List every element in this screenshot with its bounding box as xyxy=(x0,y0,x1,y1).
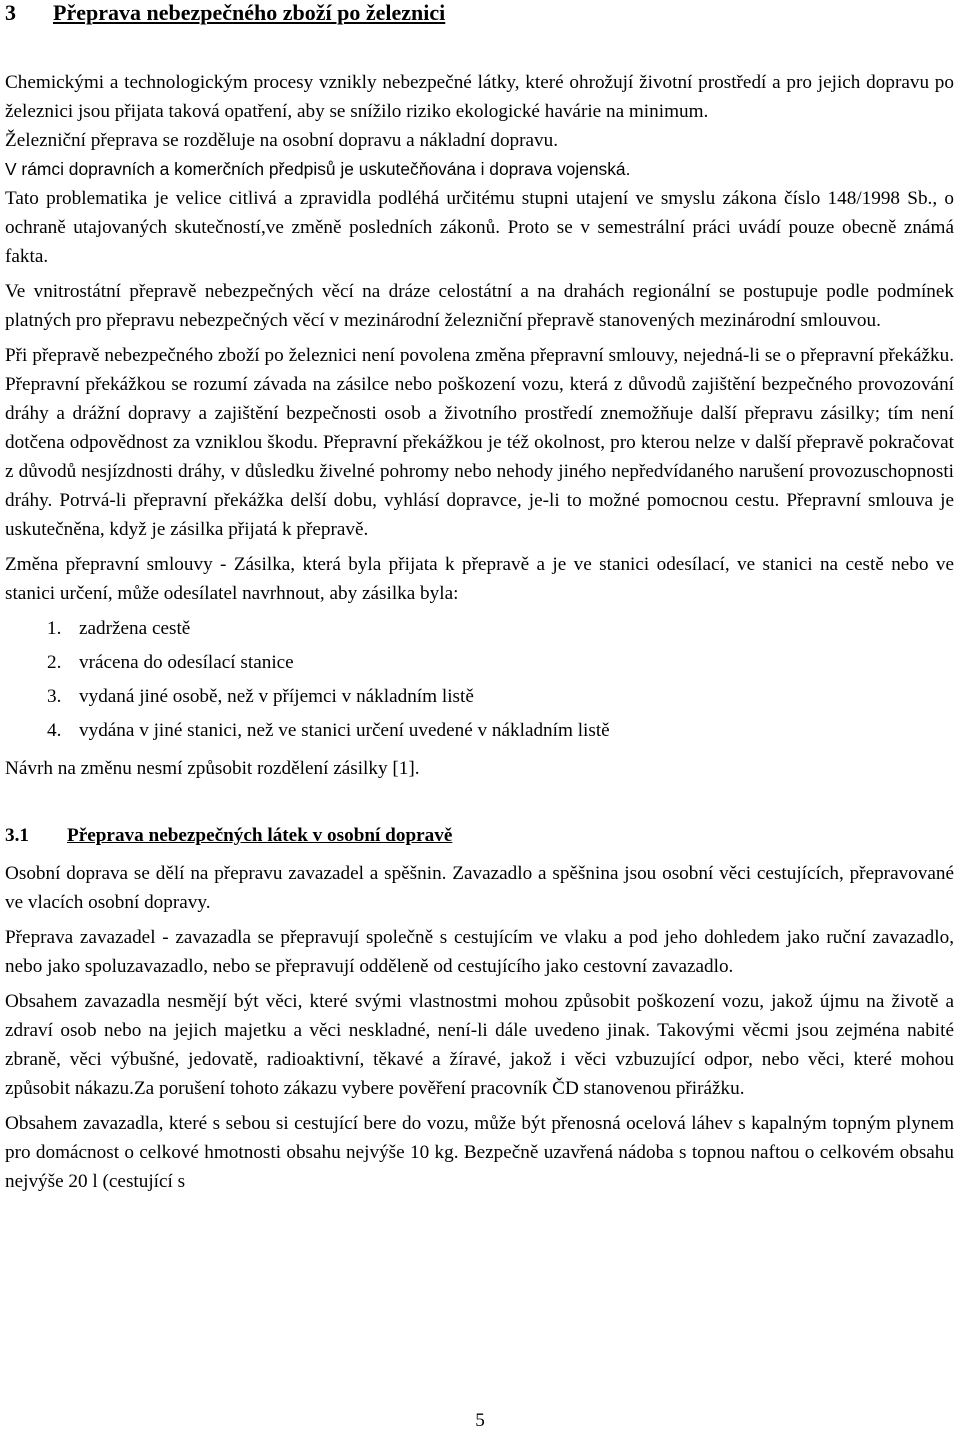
paragraph-military: V rámci dopravních a komerčních předpisů je uskutečňována i doprava vojenská. xyxy=(5,159,631,179)
page-number: 5 xyxy=(475,1410,485,1431)
paragraph-prohibited: Obsahem zavazadla nesmějí být věci, které svými vlastnostmi mohou způsobit poškození vozu, jakož újmu na životě a zdraví osob nebo na jejich majetku a věci neskladné, není-li dále uvedeno jinak. Takovými věcmi jsou zejména nabité zbraně, věci výbušné, jedovatě, radioaktivní, těkavé a žíravé, jakož i věci vzbuzující odpor, nebo věci, které mohou způsobit nákazu.Za porušení tohoto zákazu vybere pověření pracovník ČD stanovenou přirážku. xyxy=(5,991,954,1099)
paragraph-transport-types: Železniční přeprava se rozděluje na osobní dopravu a nákladní dopravu. xyxy=(5,130,559,151)
paragraph-intro: Chemickými a technologickým procesy vznikly nebezpečné látky, které ohrožují životní prostředí a pro jejich dopravu po železnici jsou přijata taková opatření, aby se snížilo riziko ekologické havárie na minimum. xyxy=(5,72,954,122)
paragraph-luggage: Přeprava zavazadel - zavazadla se přepravují společně s cestujícím ve vlaku a pod jeho dohledem jako ruční zavazadlo, nebo jako spoluzavazadlo, nebo se přepravují odděleně od cestujícího jako cestovní zavazadlo. xyxy=(5,927,954,977)
list-item: 4. vydána v jiné stanici, než ve stanici určení uvedené v nákladním listě xyxy=(47,720,610,741)
paragraph-passenger: Osobní doprava se dělí na přepravu zavazadel a spěšnin. Zavazadlo a spěšnina jsou osobní věci cestujících, přepravované ve vlacích osobní dopravy. xyxy=(5,863,954,913)
paragraph-obstacle: Při přepravě nebezpečného zboží po železnici není povolena změna přepravní smlouvy, nejedná-li se o přepravní překážku. Přepravní překážkou se rozumí závada na zásilce nebo poškození vozu, která z důvodů zajištění bezpečného provozování dráhy a drážní dopravy a zajištění bezpečnosti osob a životního prostředí znemožňuje další přepravu zásilky; tím není dotčena odpovědnost za vzniklou škodu. Přepravní překážkou je též okolnost, pro kterou nelze v další přepravě pokračovat z důvodů nesjízdnosti dráhy, v důsledku živelné pohromy nebo nehody jiného nepředvídaného narušení provozuschopnosti dráhy. Potrvá-li přepravní překážka delší dobu, vyhlásí dopravce, je-li to možné pomocnou cestu. Přepravní smlouva je uskutečněna, když je zásilka přijatá k přepravě. xyxy=(5,345,954,540)
paragraph-classified: Tato problematika je velice citlivá a zpravidla podléhá určitému stupni utajení ve smyslu zákona číslo 148/1998 Sb., o ochraně utajovaných skutečností,ve změně posledních zákonů. Proto se v semestrální práci uvádí pouze obecně známá fakta. xyxy=(5,188,954,267)
section-title: Přeprava nebezpečných látek v osobní dopravě xyxy=(67,825,453,846)
list-item: 2. vrácena do odesílací stanice xyxy=(47,652,294,673)
chapter-body xyxy=(5,68,954,1202)
list-item: 3. vydaná jiné osobě, než v příjemci v nákladním listě xyxy=(47,686,474,707)
contract-change-list xyxy=(5,612,954,748)
paragraph-domestic: Ve vnitrostátní přepravě nebezpečných věcí na dráze celostátní a na drahách regionální se postupuje podle podmínek platných pro přepravu nebezpečných věcí v mezinárodní železniční přepravě stanovených mezinárodní smlouvou. xyxy=(5,281,954,331)
section-number: 3.1 xyxy=(5,825,29,846)
paragraph-contract-change: Změna přepravní smlouvy - Zásilka, která byla přijata k přepravě a je ve stanici odesílací, ve stanici na cestě nebo ve stanici určení, může odesílatel navrhnout, aby zásilka byla: xyxy=(5,554,954,604)
paragraph-allowed: Obsahem zavazadla, které s sebou si cestující bere do vozu, může být přenosná ocelová láhev s kapalným topným plynem pro domácnost o celkové hmotnosti obsahu nejvýše 10 kg. Bezpečně uzavřená nádoba s topnou naftou o celkovém obsahu nejvýše 20 l (cestující s xyxy=(5,1113,954,1192)
list-item: 1. zadržena cestě xyxy=(47,618,191,639)
section-heading xyxy=(5,821,954,851)
chapter-title: Přeprava nebezpečného zboží po železnici xyxy=(53,0,446,25)
chapter-heading xyxy=(5,0,445,26)
paragraph-after-list: Návrh na změnu nesmí způsobit rozdělení zásilky [1]. xyxy=(5,758,420,779)
chapter-number: 3 xyxy=(5,0,16,25)
